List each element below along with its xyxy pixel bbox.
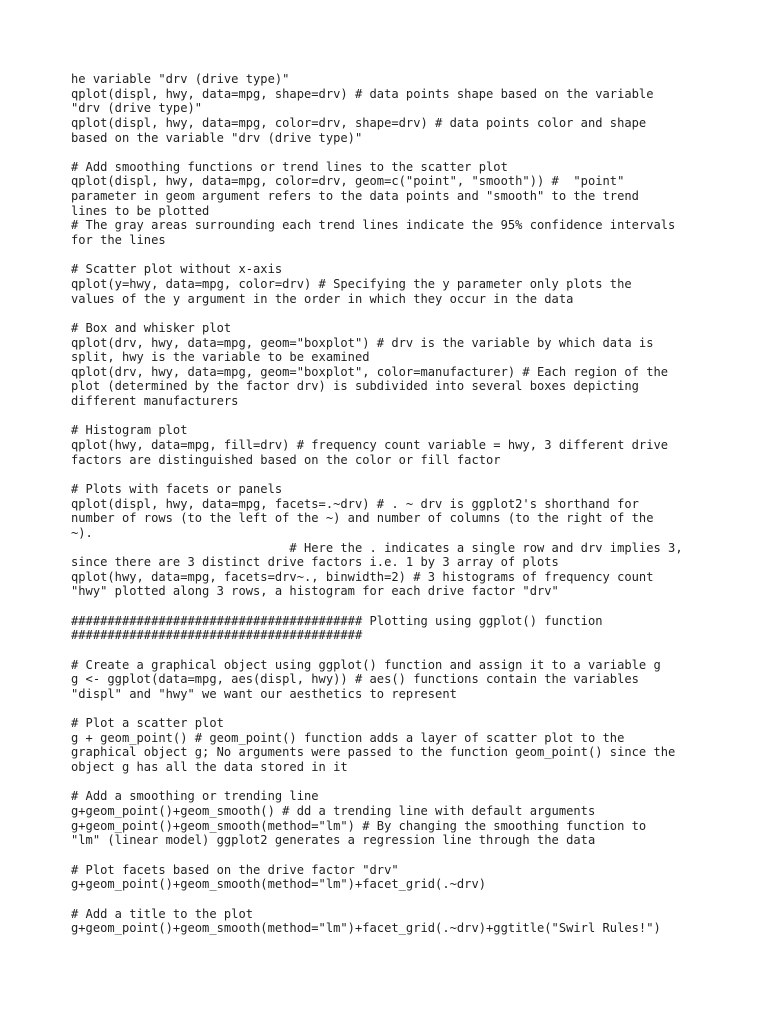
comment-line: # Histogram plot [71, 423, 188, 438]
comment-line: # Add a title to the plot [71, 906, 254, 921]
code-document-body [71, 72, 711, 936]
blank-line [71, 409, 711, 424]
code-line: g + geom_point() # geom_point() function adds a layer of scatter plot to the [71, 730, 625, 745]
blank-line [71, 775, 711, 790]
code-line: ~). [71, 525, 93, 540]
comment-line: # Add smoothing functions or trend lines to the scatter plot [71, 159, 508, 174]
blank-line [71, 145, 711, 160]
comment-line: ######################################## [71, 628, 363, 643]
code-line: based on the variable "drv (drive type)" [71, 130, 363, 145]
blank-line [71, 892, 711, 907]
code-line: qplot(y=hwy, data=mpg, color=drv) # Specifying the y parameter only plots the [71, 276, 632, 291]
code-line: qplot(displ, hwy, data=mpg, shape=drv) # data points shape based on the variable [71, 86, 654, 101]
code-line: "lm" (linear model) ggplot2 generates a regression line through the data [71, 833, 596, 848]
code-line: number of rows (to the left of the ~) and number of columns (to the right of the [71, 511, 654, 526]
code-line: g <- ggplot(data=mpg, aes(displ, hwy)) # aes() functions contain the variables [71, 672, 639, 687]
code-line: qplot(displ, hwy, data=mpg, color=drv, geom=c("point", "smooth")) # "point" [71, 174, 625, 189]
comment-line: # Scatter plot without x-axis [71, 262, 283, 277]
code-line: qplot(drv, hwy, data=mpg, geom="boxplot") # drv is the variable by which data is [71, 335, 654, 350]
blank-line [71, 248, 711, 263]
code-line: "hwy" plotted along 3 rows, a histogram for each drive factor "drv" [71, 584, 559, 599]
blank-line [71, 599, 711, 614]
code-line: parameter in geom argument refers to the data points and "smooth" to the trend [71, 189, 639, 204]
code-line: factors are distinguished based on the color or fill factor [71, 452, 501, 467]
blank-line [71, 467, 711, 482]
blank-line [71, 848, 711, 863]
comment-line: # Plot facets based on the drive factor "drv" [71, 862, 399, 877]
code-line: qplot(hwy, data=mpg, fill=drv) # frequency count variable = hwy, 3 different drive [71, 438, 669, 453]
code-line: qplot(drv, hwy, data=mpg, geom="boxplot", color=manufacturer) # Each region of the [71, 364, 669, 379]
code-line: since there are 3 distinct drive factors i.e. 1 by 3 array of plots [71, 555, 559, 570]
code-line: he variable "drv (drive type)" [71, 72, 290, 86]
code-line: g+geom_point()+geom_smooth() # dd a trending line with default arguments [71, 804, 596, 819]
comment-line: # Here the . indicates a single row and drv implies 3, [71, 540, 683, 555]
code-line: for the lines [71, 233, 166, 248]
code-line: qplot(displ, hwy, data=mpg, facets=.~drv) # . ~ drv is ggplot2's shorthand for [71, 496, 639, 511]
code-line: g+geom_point()+geom_smooth(method="lm")+facet_grid(.~drv) [71, 877, 487, 892]
code-line: "displ" and "hwy" we want our aesthetics to represent [71, 686, 457, 701]
code-line: g+geom_point()+geom_smooth(method="lm")+facet_grid(.~drv)+ggtitle("Swirl Rules!") [71, 921, 661, 936]
code-line: plot (determined by the factor drv) is subdivided into several boxes depicting [71, 379, 639, 394]
comment-line: # Create a graphical object using ggplot() function and assign it to a variable g [71, 657, 661, 672]
blank-line [71, 306, 711, 321]
comment-line: # Plot a scatter plot [71, 716, 224, 731]
code-line: split, hwy is the variable to be examined [71, 350, 370, 365]
code-line: values of the y argument in the order in which they occur in the data [71, 291, 574, 306]
blank-line [71, 643, 711, 658]
code-line: lines to be plotted [71, 203, 210, 218]
code-line: graphical object g; No arguments were passed to the function geom_point() since the [71, 745, 676, 760]
comment-line: # Add a smoothing or trending line [71, 789, 319, 804]
code-line: "drv (drive type)" [71, 101, 203, 116]
comment-line: # The gray areas surrounding each trend lines indicate the 95% confidence intervals [71, 218, 676, 233]
code-line: qplot(hwy, data=mpg, facets=drv~., binwidth=2) # 3 histograms of frequency count [71, 569, 654, 584]
code-line: object g has all the data stored in it [71, 760, 348, 775]
comment-line: ######################################## Plotting using ggplot() function [71, 613, 603, 628]
code-line: qplot(displ, hwy, data=mpg, color=drv, shape=drv) # data points color and shape [71, 115, 647, 130]
comment-line: # Box and whisker plot [71, 320, 232, 335]
comment-line: # Plots with facets or panels [71, 481, 283, 496]
blank-line [71, 702, 711, 717]
code-line: different manufacturers [71, 394, 239, 409]
code-line: g+geom_point()+geom_smooth(method="lm") # By changing the smoothing function to [71, 818, 647, 833]
